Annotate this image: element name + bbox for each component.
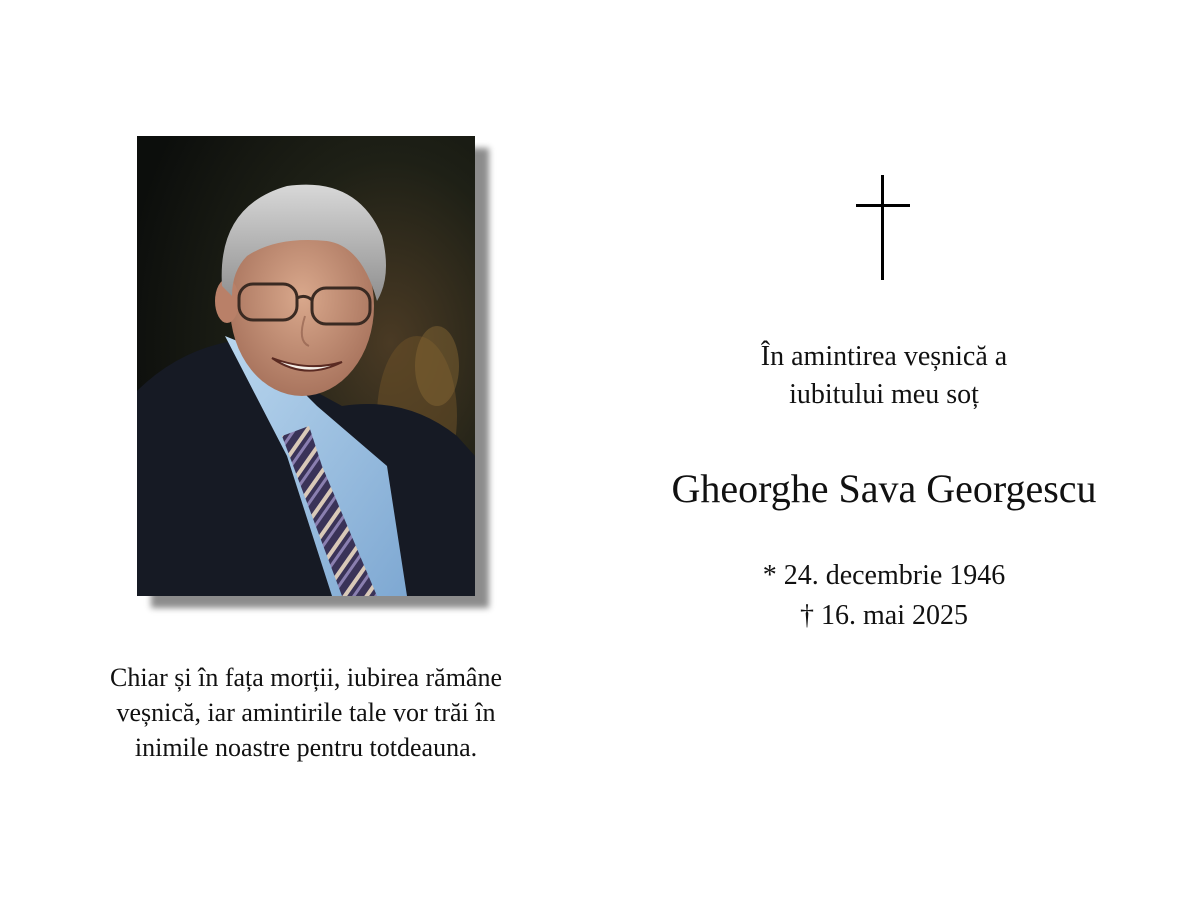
- dedication-line-1: În amintirea veșnică a: [760, 341, 1008, 372]
- birth-date: * 24. decembrie 1946: [762, 560, 1006, 591]
- death-date: † 16. mai 2025: [800, 600, 968, 631]
- dedication-line-2: iubitului meu soț: [789, 379, 979, 410]
- quote-line-2: veșnică, iar amintirile tale vor trăi în: [116, 698, 496, 727]
- dedication: [600, 338, 1168, 414]
- deceased-name: Gheorghe Sava Georgescu: [671, 466, 1097, 511]
- memorial-quote: [60, 660, 552, 765]
- quote-line-3: inimile noastre pentru totdeauna.: [134, 733, 478, 762]
- portrait-photo: [137, 136, 475, 596]
- quote-line-1: Chiar și în fața morții, iubirea rămâne: [109, 663, 503, 692]
- life-dates: [600, 556, 1168, 636]
- cross-icon: [856, 175, 910, 280]
- portrait-image: [137, 136, 475, 596]
